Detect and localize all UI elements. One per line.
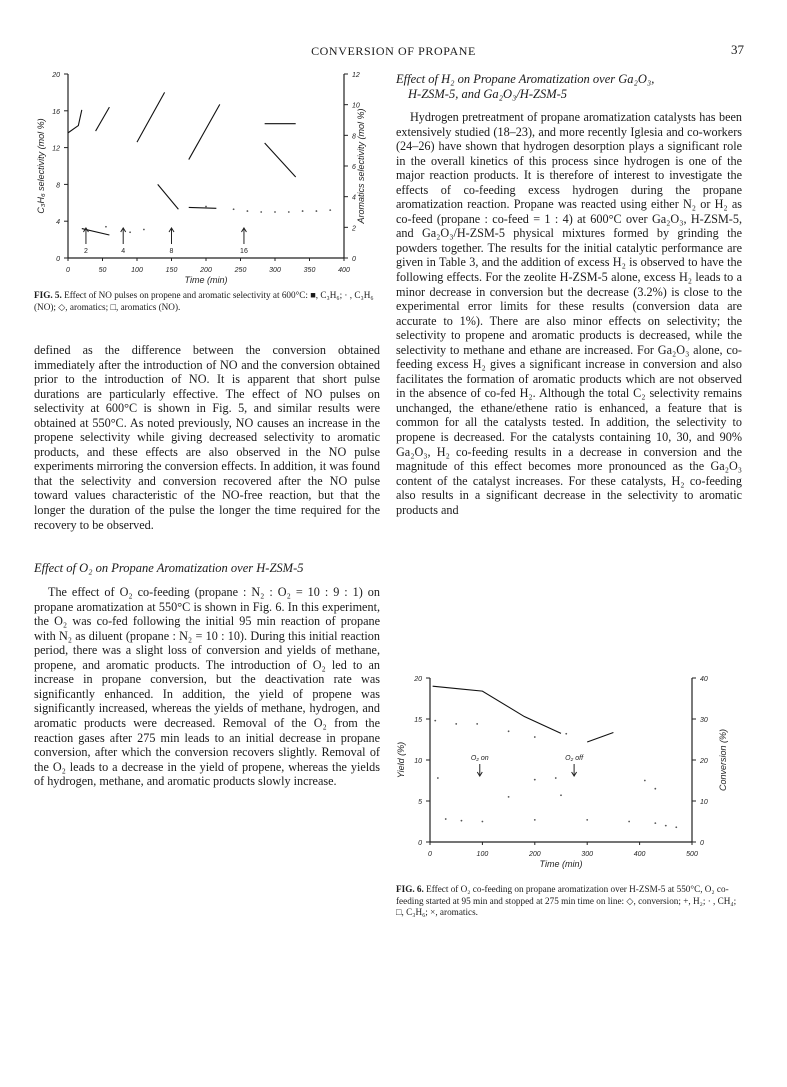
x-tick-label: 150 xyxy=(165,267,178,274)
figure-6-chart xyxy=(392,664,740,878)
data-point-8 xyxy=(274,211,276,213)
annotation-label: O₂ off xyxy=(565,755,584,762)
section-heading-o2: Effect of O₂ on Propane Aromatization over H-ZSM-5 xyxy=(34,561,304,576)
y-right-tick-label: 30 xyxy=(700,717,708,724)
data-point-17 xyxy=(628,821,630,823)
figure-6-caption-label: FIG. 6. xyxy=(396,884,424,894)
figure-5-caption-label: FIG. 5. xyxy=(34,290,62,300)
figure-6-caption xyxy=(396,884,742,919)
data-point-20 xyxy=(675,826,677,828)
data-point-9 xyxy=(288,211,290,213)
data-point-18 xyxy=(654,822,656,824)
y-right-tick-label: 6 xyxy=(352,164,356,171)
y-right-tick-label: 2 xyxy=(352,225,356,233)
y-left-tick-label: 8 xyxy=(56,182,60,190)
data-point-6 xyxy=(247,210,249,212)
y-left-tick-label: 20 xyxy=(52,72,60,79)
pulse-label: 2 xyxy=(83,248,88,255)
right-column xyxy=(396,72,742,517)
x-tick-label: 500 xyxy=(686,851,698,858)
data-point-12 xyxy=(445,818,447,820)
x-tick-label: 0 xyxy=(66,267,70,274)
section-heading-h2-line2: H-ZSM-5, and Ga₂O₃/H-ZSM-5 xyxy=(408,87,568,101)
y-right-tick-label: 8 xyxy=(352,133,356,141)
x-tick-label: 200 xyxy=(528,851,541,858)
data-point-7 xyxy=(260,211,262,213)
y-left-tick-label: 12 xyxy=(52,145,60,153)
data-point-1 xyxy=(434,720,436,722)
y-left-tick-label: 10 xyxy=(414,758,422,765)
y-right-tick-label: 0 xyxy=(700,840,704,847)
y-left-tick-label: 15 xyxy=(414,717,422,724)
x-tick-label: 50 xyxy=(98,267,107,274)
left-paragraph-1: defined as the difference between the conversion obtained immediately after the introduction of NO and the conversion obtained prior to the introduction of NO. It is apparent that short pulse durations are particularly effective. The effect of NO pulses on selectivity at 600°C is shown in Fig. 5, and similar results were obtained at 550°C. As noted previously, NO causes an increase in the propene selectivity while giving decreased selectivity to aromatic products, and these effects are also observed in the NO pulse experiments mirroring the conversion effects. In addition, it was found that the selectivity and conversion recovered after the NO pulse toward values characteristic of the NO-free reaction, but that the longer the duration of the pulse the longer the time required for the recovery to be observed. xyxy=(34,343,380,532)
data-point-19 xyxy=(665,825,667,827)
y-right-tick-label: 10 xyxy=(700,799,708,806)
series-line-4 xyxy=(189,104,220,159)
right-paragraph-1: Hydrogen pretreatment of propane aromatization catalysts has been extensively studied (18–23), and more recently Iglesia and co-workers (24–26) have shown that hydrogen desorption plays a significant role in the overall kinetics of this process since hydrogen is one of the major reaction products. It is therefore of interest to investigate the effects of co-feeding excess hydrogen during the propane aromatization reaction. Propane was reacted using either N₂ or H₂ as co-feed (propane : co-feed = 1 : 4) at 600°C over Ga₂O₃, H-ZSM-5, and Ga₂O₃/H-ZSM-5 physical mixtures formed by grinding the powders together. The results for the initial catalytic performance are given in Table 3, and the addition of excess H₂ is observed to have the following effects. For the zeolite H-ZSM-5 alone, excess H₂ leads to a minor decrease in conversion but the decrease (3.2%) is close to the experimental error limits for these results (conversion data are accurate to 1%). There are also minor effects on selectivity; the selectivity to propene and aromatic products is decreased, while the selectivity to methane and ethane are increased. For Ga₂O₃ alone, co-feeding excess H₂ gives a significant increase in conversion and also facilitates the formation of aromatic products which are not observed in the absence of co-fed H₂. Although the total C₂ selectivity remains unchanged, the ethane/ethene ratio is enhanced, a feature that is common for all the catalysts tested. In addition, the selectivity to propene is decreased. For the catalysts containing 10, 30, and 90% Ga₂O₃, H₂ co-feeding results in a decrease in conversion and the magnitude of this effect becomes more pronounced as the Ga₂O₃ content of the catalyst increases. For these catalysts, H₂ co-feeding also results in a significant decrease in the selectivity to aromatic products and xyxy=(396,110,742,517)
series-line-2 xyxy=(96,107,110,131)
figure-6 xyxy=(392,664,740,878)
data-point-14 xyxy=(482,821,484,823)
x-tick-label: 400 xyxy=(338,267,350,274)
y-right-tick-label: 4 xyxy=(352,194,356,202)
x-tick-label: 100 xyxy=(131,267,143,274)
data-point-15 xyxy=(534,819,536,821)
series-line-6 xyxy=(265,143,296,177)
figure-5-chart xyxy=(34,64,374,288)
series-line-2 xyxy=(587,733,613,742)
y-right-axis-label: Conversion (%) xyxy=(718,728,728,792)
data-point-2 xyxy=(129,231,131,233)
section-heading-h2-line1: Effect of H₂ on Propane Aromatization over Ga₂O₃, xyxy=(396,72,655,86)
y-right-tick-label: 40 xyxy=(700,676,708,683)
series-line-3 xyxy=(137,92,165,142)
data-point-3 xyxy=(476,723,478,725)
data-point-21 xyxy=(508,796,510,798)
running-title: CONVERSION OF PROPANE xyxy=(311,44,476,58)
series-line-7 xyxy=(189,207,217,208)
pulse-label: 4 xyxy=(121,248,126,255)
x-tick-label: 300 xyxy=(269,267,281,274)
data-point-4 xyxy=(205,206,207,208)
x-tick-label: 250 xyxy=(234,267,247,274)
pulse-label: 16 xyxy=(240,248,248,255)
left-paragraph-2: The effect of O₂ co-feeding (propane : N₂ : O₂ = 10 : 9 : 1) on propane aromatization at 550°C is shown in Fig. 6. In this experiment, the O₂ was co-fed following the initial 95 min reaction of propane with N₂ as diluent (propane : N₂ = 10 : 10). During this initial reaction period, there was a slight loss of conversion and yields of methane, propene, and aromatic products. The introduction of O₂ led to an increase in propane conversion, but the deactivation rate was significantly enhanced. In addition, the yield of propene was significantly increased, whereas the yields of methane, hydrogen, and aromatic products were decreased. Removal of the O₂ from the reaction gases after 275 min leads to an initial decrease in propane conversion, after which the conversion recovers slightly. Removal of the O₂ leads to a decrease in the yield of propene, whereas the yields of hydrogen, methane, and aromatic products slowly increase. xyxy=(34,585,380,789)
y-left-tick-label: 4 xyxy=(56,219,60,227)
data-point-3 xyxy=(143,229,145,231)
annotation-label: O₂ on xyxy=(470,755,489,762)
data-point-5 xyxy=(233,208,235,210)
y-right-tick-label: 20 xyxy=(700,758,708,765)
y-left-tick-label: 0 xyxy=(56,256,60,263)
data-point-2 xyxy=(455,723,457,725)
y-right-axis-label: Aromatics selectivity (mol %) xyxy=(356,108,366,224)
series-line-8 xyxy=(158,184,179,209)
data-point-1 xyxy=(105,226,107,228)
pulse-label: 8 xyxy=(169,248,174,255)
y-right-tick-label: 0 xyxy=(352,256,356,263)
y-left-axis-label: C₃H₆ selectivity (mol %) xyxy=(36,118,46,214)
series-line-1 xyxy=(433,686,561,733)
figure-6-caption-text: Effect of O₂ co-feeding on propane aromatization over H-ZSM-5 at 550°C, O₂ co-feeding started at 95 min and stopped at 275 min time on line: ◇, conversion; +, H₂; · , CH₄; □, C₃H₆; ×, aromatics. xyxy=(396,884,737,917)
x-axis-label: Time (min) xyxy=(184,275,228,285)
x-tick-label: 300 xyxy=(581,851,594,858)
data-point-6 xyxy=(565,733,567,735)
data-point-11 xyxy=(654,788,656,790)
y-right-tick-label: 10 xyxy=(352,102,360,110)
y-left-tick-label: 5 xyxy=(418,799,422,806)
x-tick-label: 400 xyxy=(633,851,646,858)
y-left-tick-label: 16 xyxy=(52,108,60,116)
page-number: 37 xyxy=(731,42,744,57)
y-left-tick-label: 20 xyxy=(414,676,422,683)
x-tick-label: 200 xyxy=(200,267,212,274)
y-left-axis-label: Yield (%) xyxy=(396,741,406,779)
data-point-11 xyxy=(316,210,318,212)
data-point-10 xyxy=(644,780,646,782)
figure-5 xyxy=(34,64,374,288)
series-line-1 xyxy=(68,110,82,133)
data-point-22 xyxy=(560,794,562,796)
x-axis-label: Time (min) xyxy=(539,859,583,869)
y-right-tick-label: 12 xyxy=(352,72,360,79)
x-tick-label: 100 xyxy=(476,851,489,858)
figure-5-caption-text: Effect of NO pulses on propene and aromatic selectivity at 600°C: ■, C₃H₆; · , C₃H₆ (NO); ◇, aromatics; □, aromatics (NO). xyxy=(34,290,374,312)
left-column xyxy=(34,343,380,789)
data-point-4 xyxy=(508,730,510,732)
data-point-10 xyxy=(302,210,304,212)
figure-5-caption xyxy=(34,290,374,313)
data-point-16 xyxy=(586,819,588,821)
data-point-8 xyxy=(534,779,536,781)
y-left-tick-label: 0 xyxy=(418,840,422,847)
x-tick-label: 350 xyxy=(303,267,316,274)
data-point-12 xyxy=(329,209,331,211)
data-point-5 xyxy=(534,736,536,738)
data-point-7 xyxy=(437,777,439,779)
data-point-9 xyxy=(555,777,557,779)
data-point-13 xyxy=(461,820,463,822)
x-tick-label: 0 xyxy=(428,851,432,858)
